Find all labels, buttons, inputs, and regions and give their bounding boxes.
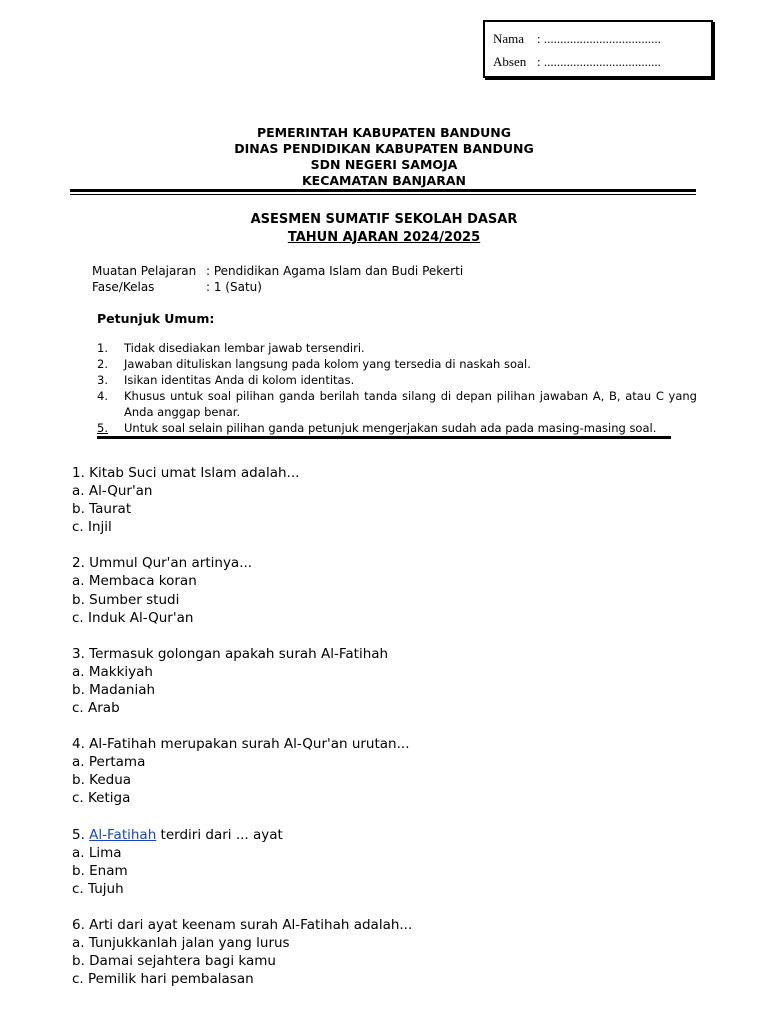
class-value: : 1 (Satu) [206,280,262,294]
assessment-title [70,211,698,247]
question-5 [72,826,712,898]
instruction-text: Isikan identitas Anda di kolom identitas. [124,373,355,387]
instruction-number: 4. [97,389,108,403]
instruction-number: 5. [97,421,108,435]
instruction-text: Untuk soal selain pilihan ganda petunjuk mengerjakan sudah ada pada masing-masing soal. [124,421,657,435]
question-6 [72,916,712,988]
question-text: 3. Termasuk golongan apakah surah Al-Fatihah [72,645,389,662]
identity-box [483,20,713,78]
class-label: Fase/Kelas [92,280,155,294]
answer-option-a: a. Tunjukkanlah jalan yang lurus [72,934,290,951]
instruction-text: Jawaban dituliskan langsung pada kolom yang tersedia di naskah soal. [124,357,531,371]
answer-option-c: c. Tujuh [72,880,124,897]
instructions-list [97,340,697,436]
question-suffix: terdiri dari ... ayat [156,826,283,843]
name-label: Nama [493,31,525,46]
instruction-item [97,420,697,436]
instructions-heading: Petunjuk Umum: [97,311,215,326]
question-text: 2. Ummul Qur'an artinya... [72,555,253,572]
answer-option-b: b. Kedua [72,772,132,789]
answer-option-a: a. Membaca koran [72,573,197,590]
letterhead-line-3: SDN NEGERI SAMOJA [310,157,458,172]
question-text: 4. Al-Fatihah merupakan surah Al-Qur'an urutan... [72,736,410,753]
letterhead [70,125,698,189]
letterhead-line-2: DINAS PENDIDIKAN KABUPATEN BANDUNG [234,141,534,156]
instructions-divider [97,436,671,439]
instruction-item [97,340,697,356]
letterhead-divider-thick [70,189,696,192]
instruction-text: Khusus untuk soal pilihan ganda berilah tanda silang di depan pilihan jawaban A, B, atau C yang Anda anggap benar. [124,389,697,419]
question-text: 6. Arti dari ayat keenam surah Al-Fatihah adalah... [72,916,413,933]
answer-option-b: b. Taurat [72,501,132,518]
question-1 [72,464,712,536]
answer-option-c: c. Pemilik hari pembalasan [72,971,254,988]
subject-label: Muatan Pelajaran [92,264,197,278]
name-field: : .................................... [537,31,661,46]
instruction-number: 2. [97,357,108,371]
title-line-1: ASESMEN SUMATIF SEKOLAH DASAR [250,212,518,227]
answer-option-c: c. Injil [72,519,112,536]
answer-option-b: b. Enam [72,862,128,879]
question-text [72,826,712,844]
question-2 [72,554,712,626]
instruction-item [97,388,697,420]
answer-option-a: a. Lima [72,844,122,861]
subject-row [92,263,463,279]
question-list [72,464,712,1006]
answer-option-b: b. Madaniah [72,681,156,698]
answer-option-b: b. Sumber studi [72,591,180,608]
instruction-number: 1. [97,341,108,355]
letterhead-line-4: KECAMATAN BANJARAN [301,173,466,188]
question-4 [72,735,712,807]
absen-label: Absen [493,54,527,69]
title-line-2: TAHUN AJARAN 2024/2025 [287,230,481,245]
instruction-text: Tidak disediakan lembar jawab tersendiri. [124,341,365,355]
name-row [493,31,661,47]
absen-field: : .................................... [537,54,661,69]
answer-option-a: a. Makkiyah [72,663,153,680]
question-3 [72,645,712,717]
instruction-item [97,372,697,388]
question-prefix: 5. [72,826,90,843]
absen-row [493,54,661,70]
subject-info [92,263,463,295]
subject-value: : Pendidikan Agama Islam dan Budi Pekerti [206,264,464,278]
answer-option-c: c. Arab [72,700,120,717]
answer-option-a: a. Pertama [72,754,146,771]
question-text: 1. Kitab Suci umat Islam adalah... [72,465,300,481]
answer-option-c: c. Ketiga [72,790,131,807]
answer-option-c: c. Induk Al-Qur'an [72,609,194,626]
class-row [92,279,463,295]
al-fatihah-link[interactable]: Al-Fatihah [89,826,157,843]
instruction-item [97,356,697,372]
letterhead-divider-thin [70,194,696,195]
answer-option-a: a. Al-Qur'an [72,483,153,500]
letterhead-line-1: PEMERINTAH KABUPATEN BANDUNG [256,125,511,140]
instruction-number: 3. [97,373,108,387]
answer-option-b: b. Damai sejahtera bagi kamu [72,953,276,970]
